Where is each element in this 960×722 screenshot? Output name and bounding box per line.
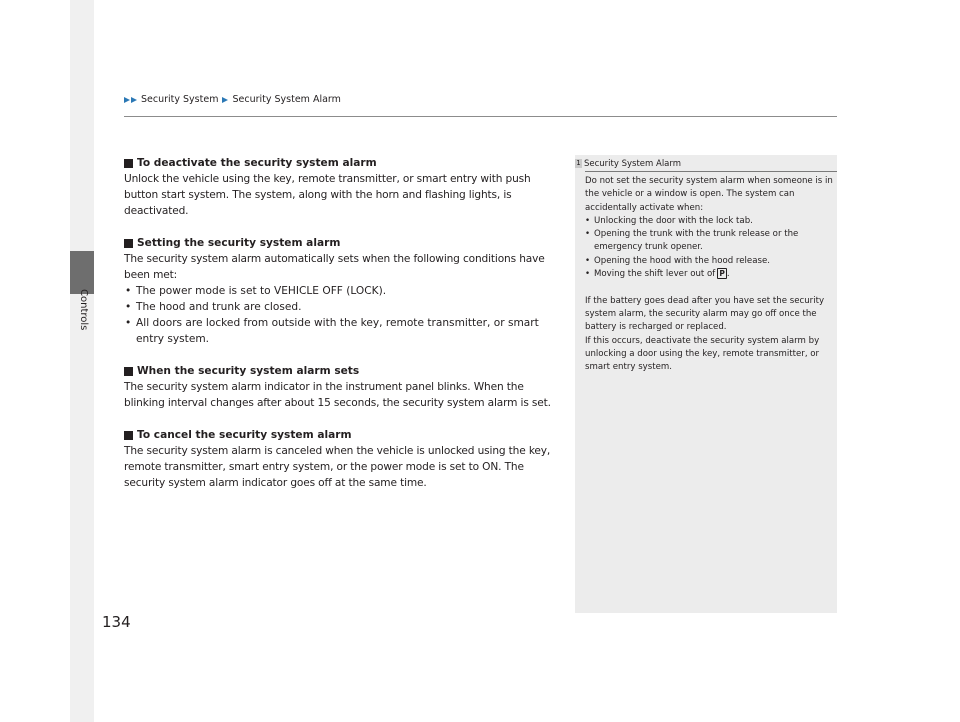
square-bullet-icon xyxy=(124,367,133,376)
breadcrumb-item-security-system-alarm[interactable]: Security System Alarm xyxy=(232,94,341,105)
section-alarm-sets xyxy=(124,363,562,411)
bullet-dot-icon: • xyxy=(585,229,591,240)
square-bullet-icon xyxy=(124,239,133,248)
sidebar-paragraph: If this occurs, deactivate the security system alarm by unlocking a door using the key, remote transmitter, or smart entry system. xyxy=(585,335,820,373)
square-bullet-icon xyxy=(124,431,133,440)
section-body: Unlock the vehicle using the key, remote transmitter, or smart entry with push button start system. The system, along with the horn and flashing lights, is deactivated. xyxy=(124,173,531,217)
sidebar-intro: Do not set the security system alarm when someone is in the vehicle or a window is open. The system can accidentally activate when: xyxy=(585,176,833,213)
breadcrumb-arrow-icon xyxy=(131,97,137,103)
section-body: The security system alarm is canceled when the vehicle is unlocked using the key, remote transmitter, smart entry system, or the power mode is set to ON. The security system alarm indicator goes off at the same time. xyxy=(124,445,551,489)
sidebar-title: Security System Alarm xyxy=(584,158,682,169)
breadcrumb-arrow-icon xyxy=(124,97,130,103)
chapter-tab-label: Controls xyxy=(78,289,89,331)
list-item: • All doors are locked from outside with the key, remote transmitter, or smart entry system. xyxy=(125,317,539,345)
park-gear-icon: P xyxy=(719,269,725,279)
bullet-dot-icon: • xyxy=(585,255,591,266)
section-heading-text: Setting the security system alarm xyxy=(137,237,341,249)
bullet-dot-icon: • xyxy=(585,215,591,226)
sidebar-note xyxy=(575,155,837,613)
chapter-tab-marker xyxy=(70,251,94,294)
list-item: • The power mode is set to VEHICLE OFF (LOCK). xyxy=(125,285,387,297)
breadcrumb xyxy=(124,94,344,105)
bullet-dot-icon: • xyxy=(125,317,132,329)
sidebar-list xyxy=(585,215,835,281)
section-setting xyxy=(124,235,562,347)
section-cancel xyxy=(124,427,562,491)
page-number: 134 xyxy=(102,613,131,631)
bullet-dot-icon: • xyxy=(585,269,591,280)
section-heading-text: To deactivate the security system alarm xyxy=(137,157,377,169)
list-item: • Moving the shift lever out of P . xyxy=(585,268,835,281)
breadcrumb-item-security-system[interactable]: Security System xyxy=(141,94,219,105)
square-bullet-icon xyxy=(124,159,133,168)
sidebar-divider xyxy=(585,171,837,172)
main-content xyxy=(124,155,562,507)
header-divider xyxy=(124,116,837,117)
section-heading-text: To cancel the security system alarm xyxy=(137,429,352,441)
section-body: The security system alarm indicator in the instrument panel blinks. When the blinking interval changes after about 15 seconds, the security system alarm is set. xyxy=(124,381,551,409)
section-heading xyxy=(124,235,562,251)
sidebar-paragraph: If the battery goes dead after you have set the security system alarm, the security alarm may go off once the battery is recharged or replaced. xyxy=(585,295,825,333)
section-body: The security system alarm automatically sets when the following conditions have been met: xyxy=(124,253,545,281)
breadcrumb-arrow-icon xyxy=(222,97,228,103)
conditions-list xyxy=(124,283,562,347)
list-item: • The hood and trunk are closed. xyxy=(125,301,302,313)
chapter-tab-strip xyxy=(70,0,94,722)
section-heading xyxy=(124,155,562,171)
section-deactivate xyxy=(124,155,562,219)
bullet-dot-icon: • xyxy=(125,285,132,297)
section-heading xyxy=(124,427,562,443)
section-heading xyxy=(124,363,562,379)
sidebar-body xyxy=(585,175,835,374)
list-item: • Unlocking the door with the lock tab. xyxy=(585,215,835,228)
list-item: • Opening the hood with the hood release. xyxy=(585,255,835,268)
bullet-dot-icon: • xyxy=(125,301,132,313)
list-item: • Opening the trunk with the trunk release or the emergency trunk opener. xyxy=(585,229,799,253)
sidebar-heading xyxy=(575,157,681,170)
reference-badge: 1 xyxy=(576,159,581,167)
section-heading-text: When the security system alarm sets xyxy=(137,365,360,377)
